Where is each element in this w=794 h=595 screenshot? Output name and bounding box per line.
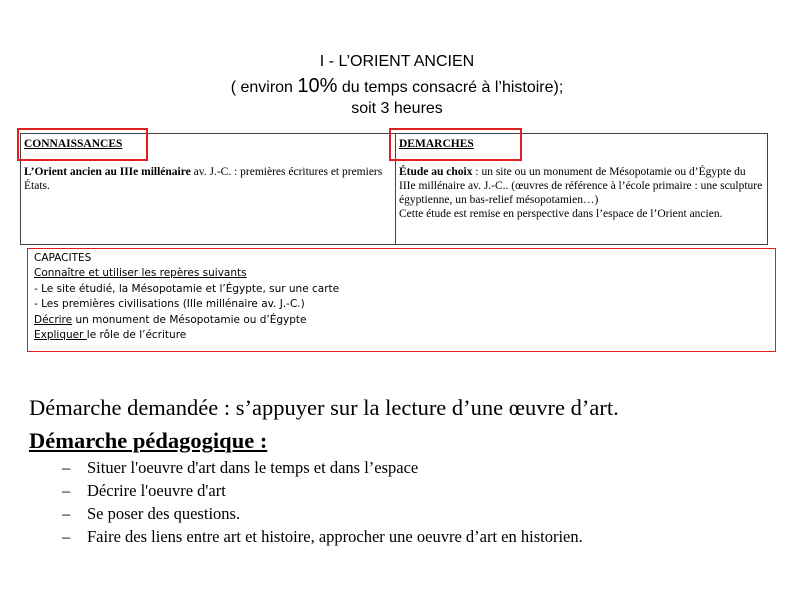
page-duration: soit 3 heures [351, 100, 443, 117]
step-text: Situer l'oeuvre d'art dans le temps et dans l’espace [87, 458, 419, 477]
page-subtitle [0, 75, 794, 98]
demarches-text [399, 165, 763, 221]
capacites-decrire [34, 313, 775, 328]
demarches-last: Cette étude est remise en perspective dans l’espace de l’Orient ancien. [399, 208, 723, 220]
capacites-title: CAPACITES [34, 252, 92, 264]
dash-bullet: – [62, 481, 71, 500]
subtitle-percent: 10% [297, 75, 338, 97]
decrire-verb: Décrire [34, 313, 73, 326]
demarches-heading: DEMARCHES [399, 138, 474, 150]
capacites-expliquer [34, 328, 775, 343]
step-text: Se poser des questions. [87, 504, 241, 523]
capacites-item: - Les premières civilisations (IIIe millénaire av. J.-C.) [34, 298, 305, 311]
capacites-item: - Le site étudié, la Mésopotamie et l’Égypte, sur une carte [34, 282, 340, 295]
capacites-subtitle: Connaître et utiliser les repères suivants [34, 267, 247, 280]
step-text: Faire des liens entre art et histoire, approcher une oeuvre d’art en historien. [87, 527, 583, 546]
capacites-box [27, 248, 776, 352]
list-item [62, 456, 583, 479]
dash-bullet: – [62, 504, 71, 523]
expliquer-verb: Expliquer [34, 329, 87, 342]
steps-list [62, 456, 583, 548]
connaissances-bold: L’Orient ancien au IIIe millénaire [24, 166, 191, 178]
decrire-rest: de Mésopotamie ou d’Égypte [149, 313, 307, 326]
demarches-highlight [389, 128, 522, 161]
list-item [62, 479, 583, 502]
list-item [62, 502, 583, 525]
demarche-pedagogique: Démarche pédagogique : [29, 428, 268, 453]
list-item [62, 525, 583, 548]
step-text: Décrire l'oeuvre d'art [87, 481, 226, 500]
dash-bullet: – [62, 458, 71, 477]
connaissances-text [24, 165, 391, 193]
connaissances-highlight [17, 128, 148, 161]
demarches-bold: Étude au choix [399, 166, 473, 178]
dash-bullet: – [62, 527, 71, 546]
connaissances-rest: av. J.-C. : premières écritures et premiers États. [24, 166, 383, 192]
subtitle-prefix: ( environ [230, 79, 298, 96]
page-title: I - L’ORIENT ANCIEN [319, 53, 475, 70]
demarche-demandee: Démarche demandée : s’appuyer sur la lecture d’une œuvre d’art. [29, 395, 619, 420]
subtitle-suffix: du temps consacré à l’histoire); [337, 79, 564, 96]
decrire-object: un monument [72, 313, 150, 326]
connaissances-heading: CONNAISSANCES [24, 138, 123, 150]
expliquer-rest: le rôle de l’écriture [86, 329, 187, 342]
demarches-rest: : un site ou un monument de Mésopotamie ou d’Égypte du IIIe millénaire av. J.-C.. (œuvres de référence à l’école primaire : une sculpture égyptienne, un bas-relief mésopotamien…) [399, 166, 763, 206]
